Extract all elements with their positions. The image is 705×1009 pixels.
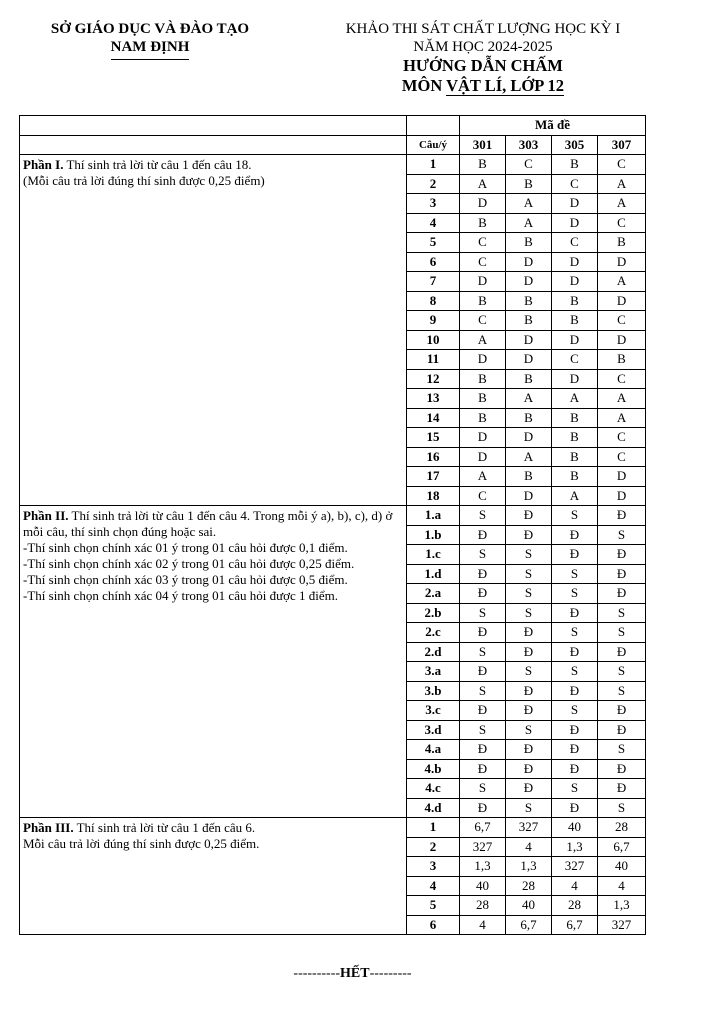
- answer-cell: S: [460, 779, 506, 799]
- answer-cell: C: [460, 486, 506, 506]
- answer-cell: Đ: [460, 740, 506, 760]
- exam-header: [318, 20, 648, 96]
- answer-cell: B: [460, 389, 506, 409]
- answer-cell: C: [598, 369, 646, 389]
- header-row-labels: [20, 135, 646, 155]
- answer-cell: S: [460, 545, 506, 565]
- scoring-note: -Thí sinh chọn chính xác 01 ý trong 01 câu hỏi được 0,1 điểm.: [23, 540, 348, 555]
- department-header: [15, 20, 285, 60]
- answer-cell: S: [552, 584, 598, 604]
- part-instruction: Thí sinh trả lời từ câu 1 đến câu 4. Trong mỗi ý a), b), c), d) ở mỗi câu, thí sinh chọn đúng hoặc sai.: [23, 508, 393, 539]
- question-number: 1: [407, 818, 460, 838]
- answer-cell: S: [460, 720, 506, 740]
- question-number: 14: [407, 408, 460, 428]
- question-number: 2: [407, 837, 460, 857]
- answer-key-table: [19, 115, 646, 935]
- question-number: 8: [407, 291, 460, 311]
- answer-cell: Đ: [506, 681, 552, 701]
- answer-cell: Đ: [552, 740, 598, 760]
- answer-cell: D: [552, 369, 598, 389]
- answer-cell: A: [598, 408, 646, 428]
- answer-cell: B: [460, 213, 506, 233]
- answer-cell: Đ: [552, 603, 598, 623]
- answer-cell: B: [552, 467, 598, 487]
- answer-cell: B: [460, 369, 506, 389]
- answer-cell: S: [506, 798, 552, 818]
- header-empty-cell: [20, 116, 407, 136]
- answer-cell: 4: [552, 876, 598, 896]
- answer-cell: 1,3: [506, 857, 552, 877]
- answer-cell: Đ: [598, 779, 646, 799]
- answer-cell: 28: [506, 876, 552, 896]
- answer-cell: S: [552, 662, 598, 682]
- answer-cell: 327: [552, 857, 598, 877]
- guide-title: HƯỚNG DẪN CHẤM: [403, 56, 563, 75]
- exam-title: KHẢO THI SÁT CHẤT LƯỢNG HỌC KỲ I: [345, 21, 621, 37]
- answer-cell: 327: [460, 837, 506, 857]
- scoring-note: (Mỗi câu trả lời đúng thí sinh được 0,25 điểm): [23, 173, 265, 188]
- answer-cell: D: [552, 213, 598, 233]
- province-name: NAM ĐỊNH: [111, 38, 190, 60]
- answer-cell: Đ: [460, 662, 506, 682]
- answer-cell: D: [506, 330, 552, 350]
- question-number: 1: [407, 155, 460, 175]
- answer-cell: Đ: [598, 759, 646, 779]
- answer-cell: D: [552, 330, 598, 350]
- answer-cell: 4: [598, 876, 646, 896]
- answer-cell: D: [460, 447, 506, 467]
- question-number: 5: [407, 233, 460, 253]
- answer-row: [20, 818, 646, 838]
- answer-cell: C: [598, 447, 646, 467]
- scoring-note: Mỗi câu trả lời đúng thí sinh được 0,25 điểm.: [23, 836, 260, 851]
- question-number: 3.b: [407, 681, 460, 701]
- answer-cell: A: [552, 486, 598, 506]
- part-title: Phần II.: [23, 508, 69, 523]
- answer-cell: B: [598, 350, 646, 370]
- answer-cell: 327: [506, 818, 552, 838]
- answer-cell: S: [460, 603, 506, 623]
- answer-cell: S: [506, 584, 552, 604]
- answer-cell: D: [506, 252, 552, 272]
- question-number: 15: [407, 428, 460, 448]
- answer-cell: Đ: [552, 759, 598, 779]
- answer-cell: 40: [552, 818, 598, 838]
- question-number: 4.d: [407, 798, 460, 818]
- answer-cell: B: [598, 233, 646, 253]
- answer-cell: Đ: [552, 720, 598, 740]
- question-number: 4.b: [407, 759, 460, 779]
- question-number: 2.c: [407, 623, 460, 643]
- question-number: 4: [407, 876, 460, 896]
- answer-cell: S: [552, 701, 598, 721]
- scoring-note: -Thí sinh chọn chính xác 04 ý trong 01 câu hỏi được 1 điểm.: [23, 588, 339, 603]
- answer-cell: 6,7: [598, 837, 646, 857]
- scoring-note: -Thí sinh chọn chính xác 03 ý trong 01 câu hỏi được 0,5 điểm.: [23, 572, 348, 587]
- answer-cell: A: [460, 174, 506, 194]
- answer-cell: D: [460, 272, 506, 292]
- answer-cell: A: [552, 389, 598, 409]
- answer-cell: B: [506, 408, 552, 428]
- answer-cell: Đ: [506, 701, 552, 721]
- answer-cell: Đ: [506, 740, 552, 760]
- answer-cell: 4: [460, 915, 506, 935]
- question-number: 4: [407, 213, 460, 233]
- answer-cell: C: [552, 233, 598, 253]
- answer-cell: Đ: [598, 545, 646, 565]
- answer-cell: B: [552, 291, 598, 311]
- department-name: SỞ GIÁO DỤC VÀ ĐÀO TẠO: [50, 21, 250, 37]
- answer-cell: S: [506, 662, 552, 682]
- answer-cell: 6,7: [460, 818, 506, 838]
- answer-cell: Đ: [598, 720, 646, 740]
- code-header: 307: [598, 135, 646, 155]
- answer-cell: D: [598, 252, 646, 272]
- answer-cell: S: [506, 720, 552, 740]
- question-number: 2.a: [407, 584, 460, 604]
- answer-cell: Đ: [460, 584, 506, 604]
- answer-cell: D: [506, 350, 552, 370]
- answer-cell: Đ: [552, 798, 598, 818]
- answer-row: [20, 506, 646, 526]
- part-heading: [23, 508, 403, 540]
- answer-cell: S: [506, 564, 552, 584]
- question-number: 3.a: [407, 662, 460, 682]
- question-number: 1.b: [407, 525, 460, 545]
- answer-cell: Đ: [460, 525, 506, 545]
- question-number: 2: [407, 174, 460, 194]
- answer-cell: A: [506, 447, 552, 467]
- answer-cell: 40: [598, 857, 646, 877]
- answer-cell: C: [460, 252, 506, 272]
- answer-cell: B: [552, 428, 598, 448]
- part-instruction: Thí sinh trả lời từ câu 1 đến câu 18.: [63, 157, 252, 172]
- answer-cell: D: [506, 428, 552, 448]
- answer-cell: D: [460, 194, 506, 214]
- answer-cell: Đ: [506, 642, 552, 662]
- question-number: 16: [407, 447, 460, 467]
- answer-cell: Đ: [506, 759, 552, 779]
- answer-cell: 6,7: [506, 915, 552, 935]
- answer-cell: D: [506, 486, 552, 506]
- part-description: [20, 506, 407, 818]
- answer-cell: C: [598, 155, 646, 175]
- answer-cell: A: [506, 389, 552, 409]
- answer-cell: B: [506, 233, 552, 253]
- question-number: 6: [407, 252, 460, 272]
- question-number: 4.c: [407, 779, 460, 799]
- answer-cell: D: [460, 428, 506, 448]
- answer-cell: D: [598, 291, 646, 311]
- part-description: [20, 818, 407, 935]
- answer-cell: Đ: [506, 623, 552, 643]
- answer-cell: C: [598, 428, 646, 448]
- answer-cell: 6,7: [552, 915, 598, 935]
- question-number: 10: [407, 330, 460, 350]
- answer-row: [20, 155, 646, 175]
- answer-cell: 40: [460, 876, 506, 896]
- question-number: 4.a: [407, 740, 460, 760]
- part-heading: [23, 820, 403, 836]
- header-empty-cell: [20, 135, 407, 155]
- answer-cell: 28: [598, 818, 646, 838]
- answer-cell: D: [552, 194, 598, 214]
- question-number: 2.d: [407, 642, 460, 662]
- header-empty-cell: [407, 116, 460, 136]
- answer-cell: S: [598, 740, 646, 760]
- answer-cell: Đ: [552, 525, 598, 545]
- answer-cell: 40: [506, 896, 552, 916]
- question-number: 2.b: [407, 603, 460, 623]
- answer-cell: 4: [506, 837, 552, 857]
- answer-cell: Đ: [506, 506, 552, 526]
- answer-cell: A: [598, 389, 646, 409]
- answer-cell: B: [506, 369, 552, 389]
- answer-cell: Đ: [598, 642, 646, 662]
- answer-cell: B: [552, 311, 598, 331]
- answer-cell: Đ: [460, 798, 506, 818]
- answer-cell: S: [460, 642, 506, 662]
- end-marker: ----------HẾT---------: [293, 966, 412, 981]
- answer-cell: C: [552, 174, 598, 194]
- answer-cell: S: [598, 525, 646, 545]
- answer-cell: Đ: [552, 545, 598, 565]
- answer-cell: B: [460, 291, 506, 311]
- question-number: 3: [407, 857, 460, 877]
- answer-cell: C: [506, 155, 552, 175]
- answer-cell: 28: [460, 896, 506, 916]
- answer-cell: 28: [552, 896, 598, 916]
- answer-cell: 1,3: [552, 837, 598, 857]
- question-number: 6: [407, 915, 460, 935]
- answer-cell: B: [552, 408, 598, 428]
- answer-cell: A: [598, 174, 646, 194]
- question-number: 13: [407, 389, 460, 409]
- answer-cell: S: [598, 681, 646, 701]
- school-year: NĂM HỌC 2024-2025: [413, 39, 553, 55]
- part-title: Phần I.: [23, 157, 64, 172]
- answer-cell: S: [598, 623, 646, 643]
- answer-cell: S: [598, 603, 646, 623]
- answer-cell: D: [598, 330, 646, 350]
- question-number: 3.c: [407, 701, 460, 721]
- part-instruction: Thí sinh trả lời từ câu 1 đến câu 6.: [73, 820, 256, 835]
- answer-cell: Đ: [460, 564, 506, 584]
- answer-cell: Đ: [506, 525, 552, 545]
- answer-cell: D: [506, 272, 552, 292]
- answer-cell: Đ: [506, 779, 552, 799]
- question-number: 12: [407, 369, 460, 389]
- answer-cell: S: [506, 603, 552, 623]
- answer-cell: D: [552, 272, 598, 292]
- code-header: 305: [552, 135, 598, 155]
- question-number: 18: [407, 486, 460, 506]
- answer-cell: A: [598, 272, 646, 292]
- answer-cell: Đ: [552, 642, 598, 662]
- answer-cell: B: [506, 174, 552, 194]
- subject-title: MÔN VẬT LÍ, LỚP 12: [401, 76, 565, 95]
- answer-cell: 1,3: [598, 896, 646, 916]
- answer-cell: Đ: [460, 701, 506, 721]
- answer-cell: S: [552, 564, 598, 584]
- answer-cell: Đ: [598, 564, 646, 584]
- code-header: 303: [506, 135, 552, 155]
- answer-cell: S: [598, 662, 646, 682]
- question-number: 11: [407, 350, 460, 370]
- answer-cell: B: [460, 155, 506, 175]
- answer-cell: B: [506, 291, 552, 311]
- header-row-codes: [20, 116, 646, 136]
- code-header: 301: [460, 135, 506, 155]
- answer-cell: S: [552, 623, 598, 643]
- question-number: 5: [407, 896, 460, 916]
- question-number: 1.d: [407, 564, 460, 584]
- answer-cell: 327: [598, 915, 646, 935]
- answer-cell: 1,3: [460, 857, 506, 877]
- answer-cell: Đ: [598, 701, 646, 721]
- answer-cell: C: [598, 311, 646, 331]
- answer-cell: S: [552, 506, 598, 526]
- answer-cell: A: [506, 194, 552, 214]
- answer-cell: S: [552, 779, 598, 799]
- question-number: 3: [407, 194, 460, 214]
- answer-cell: S: [506, 545, 552, 565]
- answer-cell: B: [506, 467, 552, 487]
- answer-cell: B: [460, 408, 506, 428]
- answer-cell: B: [552, 447, 598, 467]
- scoring-note: -Thí sinh chọn chính xác 02 ý trong 01 câu hỏi được 0,25 điểm.: [23, 556, 355, 571]
- question-number: 1.c: [407, 545, 460, 565]
- question-number: 3.d: [407, 720, 460, 740]
- answer-cell: B: [552, 155, 598, 175]
- answer-cell: Đ: [460, 759, 506, 779]
- answer-cell: Đ: [460, 623, 506, 643]
- answer-cell: A: [598, 194, 646, 214]
- question-number: 7: [407, 272, 460, 292]
- answer-cell: C: [598, 213, 646, 233]
- part-title: Phần III.: [23, 820, 74, 835]
- question-number: 9: [407, 311, 460, 331]
- answer-key-body: [20, 116, 646, 935]
- answer-cell: S: [460, 681, 506, 701]
- part-description: [20, 155, 407, 506]
- answer-cell: C: [460, 233, 506, 253]
- answer-cell: D: [598, 467, 646, 487]
- answer-cell: A: [460, 467, 506, 487]
- answer-cell: D: [460, 350, 506, 370]
- answer-cell: Đ: [552, 681, 598, 701]
- part-heading: [23, 157, 403, 173]
- ma-de-header: Mã đề: [460, 116, 646, 136]
- answer-cell: C: [552, 350, 598, 370]
- answer-cell: A: [460, 330, 506, 350]
- answer-cell: B: [506, 311, 552, 331]
- answer-cell: S: [598, 798, 646, 818]
- question-number: 17: [407, 467, 460, 487]
- answer-cell: D: [598, 486, 646, 506]
- answer-cell: Đ: [598, 506, 646, 526]
- answer-cell: Đ: [598, 584, 646, 604]
- question-number: 1.a: [407, 506, 460, 526]
- answer-cell: S: [460, 506, 506, 526]
- answer-cell: C: [460, 311, 506, 331]
- answer-cell: A: [506, 213, 552, 233]
- cau-y-header: Câu/ý: [407, 135, 460, 155]
- answer-cell: D: [552, 252, 598, 272]
